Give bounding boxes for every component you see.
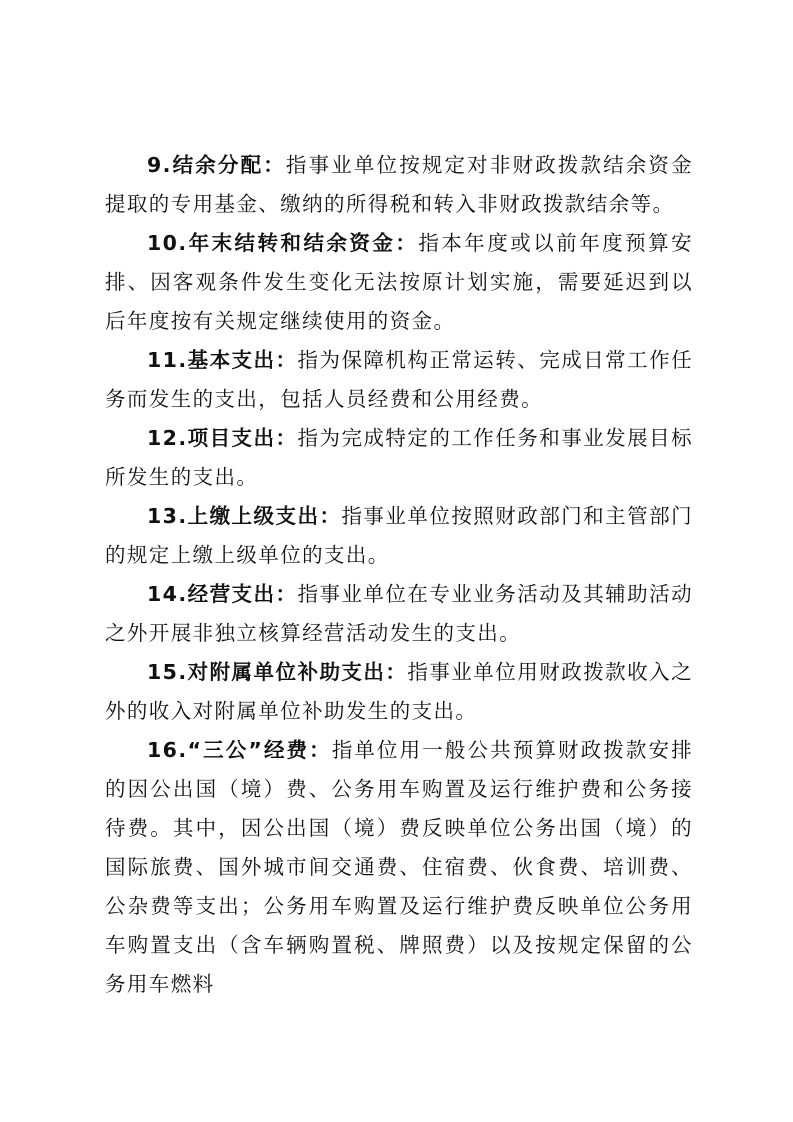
paragraph-15 bbox=[105, 653, 693, 731]
term-heading: 10.年末结转和结余资金： bbox=[147, 231, 419, 255]
term-definition: 指为保障机构正常运转、完成日常工作任务而发生的支出，包括人员经费和公用经费。 bbox=[105, 348, 693, 411]
paragraph-14 bbox=[105, 575, 693, 653]
document-body bbox=[105, 146, 693, 1004]
paragraph-12 bbox=[105, 419, 693, 497]
term-heading: 11.基本支出： bbox=[147, 348, 298, 372]
term-definition: 指事业单位按照财政部门和主管部门的规定上缴上级单位的支出。 bbox=[105, 504, 693, 567]
paragraph-16 bbox=[105, 731, 693, 1004]
paragraph-10 bbox=[105, 224, 693, 341]
term-heading: 12.项目支出： bbox=[147, 426, 298, 450]
term-definition: 指为完成特定的工作任务和事业发展目标所发生的支出。 bbox=[105, 426, 693, 489]
term-heading: 16.“三公”经费： bbox=[147, 738, 332, 762]
term-definition: 指事业单位按规定对非财政拨款结余资金提取的专用基金、缴纳的所得税和转入非财政拨款结余等。 bbox=[105, 153, 693, 216]
term-heading: 9.结余分配： bbox=[147, 153, 286, 177]
term-definition: 指本年度或以前年度预算安排、因客观条件发生变化无法按原计划实施，需要延迟到以后年度按有关规定继续使用的资金。 bbox=[105, 231, 693, 333]
term-heading: 14.经营支出： bbox=[147, 582, 298, 606]
term-heading: 13.上缴上级支出： bbox=[147, 504, 342, 528]
paragraph-13 bbox=[105, 497, 693, 575]
paragraph-11 bbox=[105, 341, 693, 419]
term-definition: 指单位用一般公共预算财政拨款安排的因公出国（境）费、公务用车购置及运行维护费和公务接待费。其中，因公出国（境）费反映单位公务出国（境）的国际旅费、国外城市间交通费、住宿费、伙食费、培训费、公杂费等支出；公务用车购置及运行维护费反映单位公务用车购置支出（含车辆购置税、牌照费）以及按规定保留的公务用车燃料 bbox=[105, 738, 694, 996]
term-definition: 指事业单位用财政拨款收入之外的收入对附属单位补助发生的支出。 bbox=[105, 660, 694, 723]
term-definition: 指事业单位在专业业务活动及其辅助活动之外开展非独立核算经营活动发生的支出。 bbox=[105, 582, 693, 645]
term-heading: 15.对附属单位补助支出： bbox=[147, 660, 408, 684]
paragraph-9 bbox=[105, 146, 693, 224]
